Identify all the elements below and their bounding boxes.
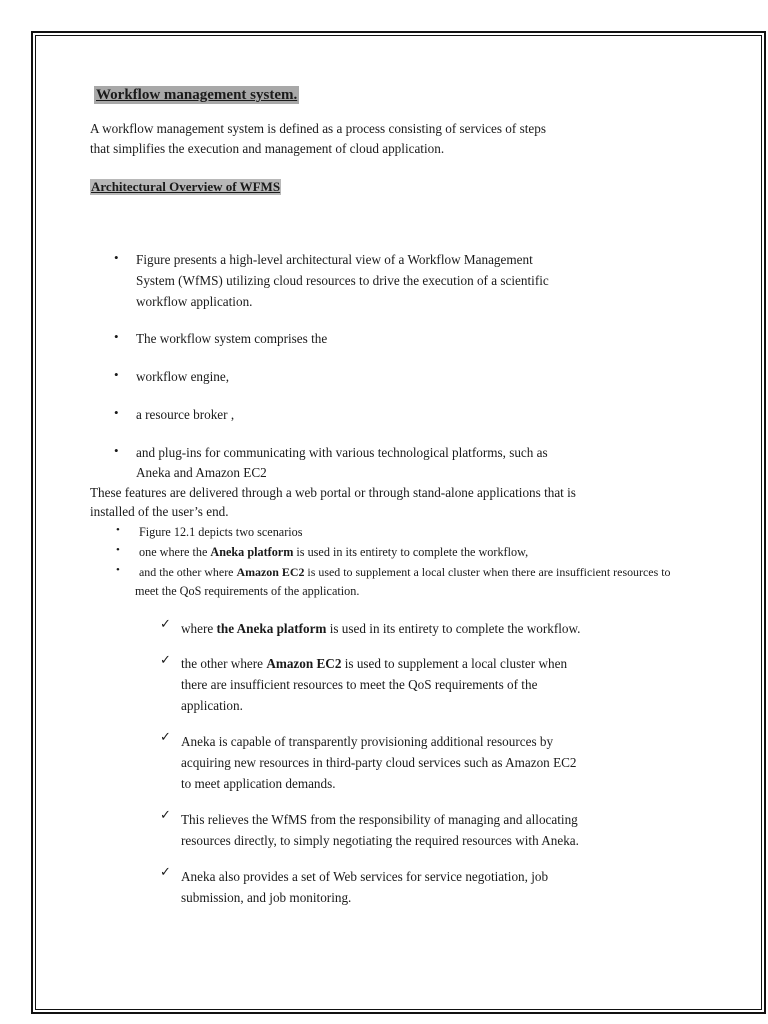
- checkmark-icon: ✓: [160, 865, 171, 880]
- checkmark-icon: ✓: [160, 730, 171, 745]
- scenario-intro: Figure 12.1 depicts two scenarios: [139, 525, 303, 539]
- bullet-dot-icon: •: [114, 443, 119, 458]
- section-heading: Architectural Overview of WFMS: [91, 179, 281, 194]
- bullet-dot-icon: •: [114, 329, 119, 344]
- delivery-line-2: installed of the user’s end.: [90, 504, 229, 519]
- intro-line-2: that simplifies the execution and management of cloud application.: [90, 141, 445, 156]
- checkmark-icon: ✓: [160, 808, 171, 823]
- scenario-ec2: and the other where Amazon EC2 is used to supplement a local cluster when there are insufficient resources to: [139, 565, 671, 579]
- check-3-line-2: acquiring new resources in third-party cloud services such as Amazon EC2: [181, 755, 577, 770]
- check-3-line-3: to meet application demands.: [181, 776, 336, 791]
- checkmark-icon: ✓: [160, 617, 171, 632]
- bullet-4-line-1: a resource broker ,: [136, 407, 235, 422]
- bullet-1-line-2: System (WfMS) utilizing cloud resources to drive the execution of a scientific: [136, 273, 549, 288]
- bullet-2-line-1: The workflow system comprises the: [136, 331, 328, 346]
- intro-line-1: A workflow management system is defined as a process consisting of services of steps: [90, 121, 546, 136]
- delivery-line-1: These features are delivered through a web portal or through stand-alone applications that is: [90, 485, 576, 500]
- scenario-ec2-cont: meet the QoS requirements of the application.: [135, 584, 360, 598]
- check-2-line-1: the other where Amazon EC2 is used to supplement a local cluster when: [181, 656, 568, 671]
- check-5-line-1: Aneka also provides a set of Web services for service negotiation, job: [181, 869, 549, 884]
- document-title: Workflow management system.: [96, 87, 298, 103]
- bullet-3-line-1: workflow engine,: [136, 369, 230, 384]
- bullet-1-line-1: Figure presents a high-level architectural view of a Workflow Management: [136, 252, 533, 267]
- checkmark-icon: ✓: [160, 653, 171, 668]
- bullet-dot-icon: •: [114, 367, 119, 382]
- bullet-dot-icon: •: [116, 524, 120, 536]
- bullet-dot-icon: •: [116, 544, 120, 556]
- check-1-line-1: where the Aneka platform is used in its entirety to complete the workflow.: [181, 621, 581, 636]
- bullet-5-line-2: Aneka and Amazon EC2: [136, 465, 267, 480]
- check-5-line-2: submission, and job monitoring.: [181, 890, 352, 905]
- bullet-dot-icon: •: [114, 405, 119, 420]
- check-4-line-1: This relieves the WfMS from the responsibility of managing and allocating: [181, 812, 578, 827]
- bullet-5-line-1: and plug-ins for communicating with various technological platforms, such as: [136, 445, 548, 460]
- scenario-aneka: one where the Aneka platform is used in its entirety to complete the workflow,: [139, 545, 529, 559]
- bullet-1-line-3: workflow application.: [136, 294, 253, 309]
- check-2-line-2: there are insufficient resources to meet the QoS requirements of the: [181, 677, 538, 692]
- check-2-line-3: application.: [181, 698, 243, 713]
- check-3-line-1: Aneka is capable of transparently provisioning additional resources by: [181, 734, 554, 749]
- bullet-dot-icon: •: [116, 564, 120, 576]
- bullet-dot-icon: •: [114, 250, 119, 265]
- check-4-line-2: resources directly, to simply negotiating the required resources with Aneka.: [181, 833, 579, 848]
